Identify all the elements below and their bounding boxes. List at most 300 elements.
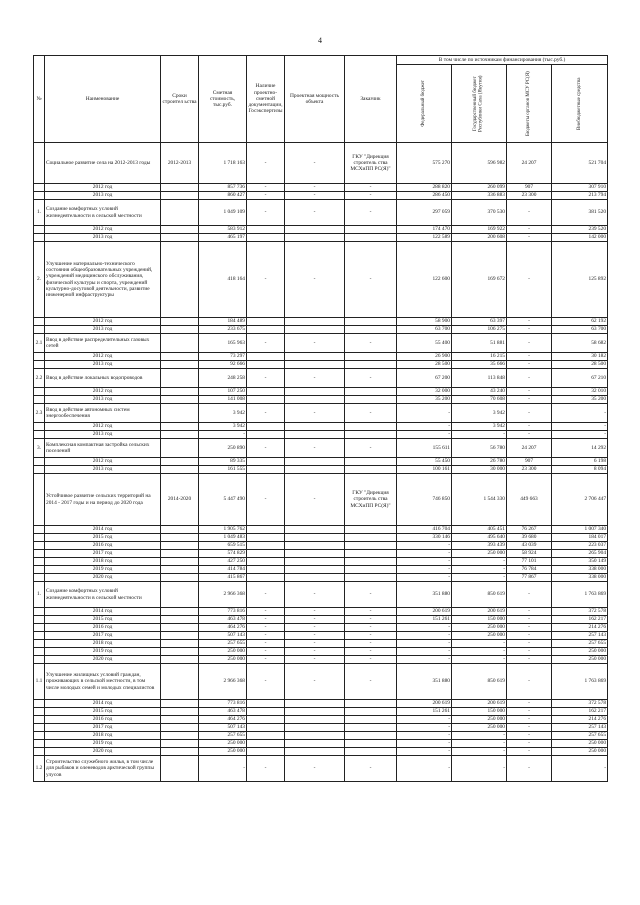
row-docs (247, 566, 285, 574)
row-extra: 239 520 (552, 226, 608, 234)
row-terms (161, 566, 199, 574)
row-terms (161, 724, 199, 732)
row-republic: 250 000 (452, 624, 507, 632)
row-terms (161, 369, 199, 388)
table-row (34, 624, 608, 632)
table-row (34, 192, 608, 200)
row-number (34, 608, 45, 616)
row-republic: 495 640 (452, 534, 507, 542)
table-row (34, 388, 608, 396)
row-cost: 92 666 (199, 361, 247, 369)
row-power (285, 550, 345, 558)
row-docs: - (247, 242, 285, 318)
row-number (34, 632, 45, 640)
table-row (34, 423, 608, 431)
row-local: 907 (507, 458, 552, 466)
row-docs: - (247, 640, 285, 648)
row-docs: - (247, 756, 285, 782)
row-power (285, 423, 345, 431)
row-power (285, 708, 345, 716)
row-cost: 5 447 490 (199, 474, 247, 526)
row-name: 2013 год (45, 234, 161, 242)
row-cost: 463 478 (199, 616, 247, 624)
row-customer: - (345, 184, 397, 192)
row-name: 2019 год (45, 648, 161, 656)
row-name: 2015 год (45, 534, 161, 542)
row-cost: 257 655 (199, 640, 247, 648)
row-customer (345, 234, 397, 242)
row-power (285, 732, 345, 740)
row-republic: 370 530 (452, 200, 507, 226)
row-name: Улучшение материально-технического состояния общеобразовательных учреждений, учреждений медицинского обслуживания, физической культуры и спорта, учреждений культурно-досуговой деятельности, развитие инженерной инфраструктуры (45, 242, 161, 318)
row-extra: 14 292 (552, 439, 608, 458)
row-terms (161, 326, 199, 334)
row-local: - (507, 334, 552, 353)
row-local: - (507, 423, 552, 431)
header-federal: Федеральный бюджет (397, 65, 452, 143)
row-cost: - (199, 431, 247, 439)
row-cost: 2 966 368 (199, 582, 247, 608)
row-customer: - (345, 200, 397, 226)
row-local: - (507, 756, 552, 782)
row-federal: 288 820 (397, 184, 452, 192)
row-power (285, 234, 345, 242)
row-number (34, 534, 45, 542)
row-customer: - (345, 334, 397, 353)
row-power (285, 534, 345, 542)
row-cost: 1 905 762 (199, 526, 247, 534)
row-local: - (507, 632, 552, 640)
row-federal: - (397, 558, 452, 566)
row-name: 2015 год (45, 616, 161, 624)
row-number: 1. (34, 200, 45, 226)
row-cost: 3 942 (199, 404, 247, 423)
row-federal: 67 200 (397, 369, 452, 388)
row-power (285, 458, 345, 466)
row-docs (247, 318, 285, 326)
row-extra: 62 192 (552, 318, 608, 326)
row-federal: 28 500 (397, 361, 452, 369)
row-power: - (285, 624, 345, 632)
row-power (285, 574, 345, 582)
row-name: 2014 год (45, 608, 161, 616)
row-republic: - (452, 756, 507, 782)
row-number (34, 558, 45, 566)
row-number (34, 748, 45, 756)
row-federal: 32 000 (397, 388, 452, 396)
row-federal: - (397, 431, 452, 439)
row-name: Строительство служебного жилья, в том числе для рыбаков и оленеводов арктической группы улусов (45, 756, 161, 782)
row-cost: 184 489 (199, 318, 247, 326)
row-power (285, 558, 345, 566)
row-terms (161, 353, 199, 361)
row-cost: 89 335 (199, 458, 247, 466)
row-terms (161, 388, 199, 396)
row-number (34, 192, 45, 200)
row-republic: 51 881 (452, 334, 507, 353)
financing-table (33, 55, 608, 782)
row-terms (161, 396, 199, 404)
row-docs: - (247, 200, 285, 226)
row-number (34, 624, 45, 632)
row-name: 2016 год (45, 716, 161, 724)
row-name: 2012 год (45, 423, 161, 431)
row-number (34, 640, 45, 648)
row-number (34, 648, 45, 656)
row-power: - (285, 369, 345, 388)
row-customer (345, 431, 397, 439)
table-row (34, 542, 608, 550)
row-cost: 860 427 (199, 192, 247, 200)
row-extra: - (552, 756, 608, 782)
row-republic: - (452, 740, 507, 748)
row-name: Комплексная компактная застройка сельских поселений (45, 439, 161, 458)
row-number: 2.1 (34, 334, 45, 353)
row-terms (161, 656, 199, 664)
row-terms (161, 732, 199, 740)
row-cost: 465 197 (199, 234, 247, 242)
row-republic: 250 000 (452, 550, 507, 558)
row-local: - (507, 624, 552, 632)
row-power (285, 542, 345, 550)
row-number: 1.2 (34, 756, 45, 782)
row-local: - (507, 361, 552, 369)
table-row (34, 458, 608, 466)
row-name: 2012 год (45, 458, 161, 466)
row-docs: - (247, 664, 285, 700)
table-row (34, 234, 608, 242)
row-republic: 169 922 (452, 226, 507, 234)
row-federal: 174 470 (397, 226, 452, 234)
row-name: 2013 год (45, 192, 161, 200)
row-number (34, 396, 45, 404)
row-number: 2.3 (34, 404, 45, 423)
table-row (34, 708, 608, 716)
row-number (34, 716, 45, 724)
row-docs: - (247, 334, 285, 353)
row-customer (345, 534, 397, 542)
row-extra: 58 682 (552, 334, 608, 353)
row-terms (161, 648, 199, 656)
row-local: - (507, 388, 552, 396)
row-republic: 26 780 (452, 458, 507, 466)
row-local: 76 784 (507, 566, 552, 574)
row-docs: - (247, 624, 285, 632)
row-power: - (285, 632, 345, 640)
row-customer: - (345, 624, 397, 632)
row-extra: 265 904 (552, 550, 608, 558)
row-number (34, 431, 45, 439)
row-terms (161, 608, 199, 616)
row-number (34, 708, 45, 716)
header-local: Бюджеты органов МСУ РС(Я) (507, 65, 552, 143)
row-republic: 1 544 330 (452, 474, 507, 526)
row-number (34, 724, 45, 732)
row-name: 2015 год (45, 708, 161, 716)
row-power: - (285, 192, 345, 200)
row-docs: - (247, 632, 285, 640)
page-number: 4 (318, 36, 322, 45)
row-customer (345, 542, 397, 550)
row-customer: - (345, 242, 397, 318)
row-republic: 106 275 (452, 326, 507, 334)
row-customer: ГКУ "Дирекция строитель ства МСХиПП РС(Я)" (345, 143, 397, 184)
row-extra: 1 763 869 (552, 664, 608, 700)
row-republic: 200 619 (452, 608, 507, 616)
row-power: - (285, 439, 345, 458)
row-extra: 372 578 (552, 608, 608, 616)
row-terms (161, 756, 199, 782)
row-cost: 250 890 (199, 439, 247, 458)
row-customer: - (345, 640, 397, 648)
row-cost: 250 000 (199, 748, 247, 756)
row-cost: 507 143 (199, 724, 247, 732)
row-cost: 1 718 163 (199, 143, 247, 184)
row-republic: - (452, 640, 507, 648)
table-row (34, 724, 608, 732)
row-terms (161, 334, 199, 353)
table-row (34, 353, 608, 361)
row-extra: 2 706 447 (552, 474, 608, 526)
table-row (34, 566, 608, 574)
row-terms (161, 550, 199, 558)
row-republic: 260 099 (452, 184, 507, 192)
row-power: - (285, 582, 345, 608)
row-republic: 850 619 (452, 664, 507, 700)
row-terms (161, 184, 199, 192)
row-number (34, 616, 45, 624)
row-customer (345, 353, 397, 361)
row-terms (161, 466, 199, 474)
row-docs: - (247, 616, 285, 624)
row-number (34, 574, 45, 582)
row-republic: 200 619 (452, 700, 507, 708)
row-local: 43 039 (507, 542, 552, 550)
row-extra: 223 037 (552, 542, 608, 550)
table-row (34, 616, 608, 624)
row-name: 2013 год (45, 326, 161, 334)
row-docs (247, 396, 285, 404)
row-terms (161, 458, 199, 466)
row-federal: 63 700 (397, 326, 452, 334)
row-terms (161, 574, 199, 582)
row-extra: - (552, 404, 608, 423)
table-row (34, 608, 608, 616)
row-republic: - (452, 748, 507, 756)
row-cost: 583 912 (199, 226, 247, 234)
row-docs (247, 466, 285, 474)
row-docs: - (247, 404, 285, 423)
table-row (34, 334, 608, 353)
row-republic: 63 397 (452, 318, 507, 326)
row-federal: - (397, 756, 452, 782)
row-federal: - (397, 716, 452, 724)
row-local: - (507, 326, 552, 334)
row-number: 1. (34, 582, 45, 608)
row-extra: 250 000 (552, 740, 608, 748)
table-row (34, 740, 608, 748)
row-federal: 351 880 (397, 582, 452, 608)
row-docs: - (247, 608, 285, 616)
row-republic: 70 608 (452, 396, 507, 404)
row-docs (247, 423, 285, 431)
table-row (34, 534, 608, 542)
row-local: 39 680 (507, 534, 552, 542)
row-federal: 55 450 (397, 458, 452, 466)
row-name: 2012 год (45, 353, 161, 361)
header-terms: Сроки строител ьства (161, 56, 199, 143)
row-number (34, 700, 45, 708)
row-cost: 248 258 (199, 369, 247, 388)
header-extra: Внебюджетные средства (552, 65, 608, 143)
row-name: 2012 год (45, 226, 161, 234)
row-federal: 151 261 (397, 708, 452, 716)
row-extra: 162 217 (552, 708, 608, 716)
row-docs: - (247, 369, 285, 388)
row-cost: 464 276 (199, 716, 247, 724)
row-republic: - (452, 732, 507, 740)
row-customer (345, 458, 397, 466)
row-extra: - (552, 423, 608, 431)
row-docs (247, 558, 285, 566)
row-power (285, 716, 345, 724)
row-republic: 596 982 (452, 143, 507, 184)
row-terms (161, 616, 199, 624)
row-name: Устойчивое развитие сельских территорий на 2014 - 2017 годы и на период до 2020 года (45, 474, 161, 526)
row-republic: - (452, 431, 507, 439)
row-cost: 857 736 (199, 184, 247, 192)
table-row (34, 648, 608, 656)
table-row (34, 640, 608, 648)
row-docs (247, 542, 285, 550)
row-extra: 257 143 (552, 632, 608, 640)
header-customer: Заказчик (345, 56, 397, 143)
row-terms (161, 431, 199, 439)
row-extra: 28 500 (552, 361, 608, 369)
row-name: 2017 год (45, 550, 161, 558)
row-customer: - (345, 656, 397, 664)
row-name: 2020 год (45, 574, 161, 582)
row-customer: - (345, 648, 397, 656)
row-republic: 43 240 (452, 388, 507, 396)
row-republic: 169 672 (452, 242, 507, 318)
row-local: - (507, 664, 552, 700)
row-number (34, 656, 45, 664)
table-row (34, 526, 608, 534)
header-cost: Сметная стоимость, тыс.руб. (199, 56, 247, 143)
row-local: - (507, 700, 552, 708)
row-extra: 250 000 (552, 648, 608, 656)
row-number (34, 458, 45, 466)
row-republic: 113 848 (452, 369, 507, 388)
row-local: 77 101 (507, 558, 552, 566)
row-republic: 850 619 (452, 582, 507, 608)
row-power (285, 431, 345, 439)
row-cost: 773 816 (199, 700, 247, 708)
row-terms (161, 664, 199, 700)
row-terms (161, 234, 199, 242)
row-customer: - (345, 616, 397, 624)
row-docs (247, 732, 285, 740)
row-customer (345, 526, 397, 534)
row-customer (345, 716, 397, 724)
row-federal: - (397, 624, 452, 632)
row-local: - (507, 640, 552, 648)
row-local: - (507, 431, 552, 439)
row-republic: 150 000 (452, 708, 507, 716)
row-federal: - (397, 740, 452, 748)
header-docs: Наличие проектно-сметной документации, Госэкспертизы (247, 56, 285, 143)
row-local: 76 267 (507, 526, 552, 534)
row-customer: - (345, 664, 397, 700)
table-row (34, 582, 608, 608)
row-extra: 257 655 (552, 640, 608, 648)
row-docs (247, 740, 285, 748)
row-name: 2018 год (45, 558, 161, 566)
row-local: - (507, 740, 552, 748)
row-customer (345, 318, 397, 326)
row-federal: 26 900 (397, 353, 452, 361)
row-terms (161, 192, 199, 200)
row-extra: 8 094 (552, 466, 608, 474)
row-extra: - (552, 431, 608, 439)
row-number (34, 566, 45, 574)
row-cost: 427 250 (199, 558, 247, 566)
row-local: - (507, 226, 552, 234)
row-name: 2020 год (45, 748, 161, 756)
row-cost: 1 049 109 (199, 200, 247, 226)
row-federal: - (397, 648, 452, 656)
row-federal: - (397, 404, 452, 423)
row-republic: 3 942 (452, 404, 507, 423)
row-number (34, 388, 45, 396)
row-name: 2019 год (45, 566, 161, 574)
row-docs: - (247, 192, 285, 200)
row-local: - (507, 608, 552, 616)
row-extra: 1 763 869 (552, 582, 608, 608)
table-row (34, 632, 608, 640)
row-power (285, 226, 345, 234)
row-number (34, 423, 45, 431)
row-docs (247, 724, 285, 732)
row-local: - (507, 724, 552, 732)
header-republic: Государственный бюджет Республики Саха (Якутия) (452, 65, 507, 143)
row-cost: 250 000 (199, 648, 247, 656)
row-power (285, 724, 345, 732)
header-no: № (34, 56, 45, 143)
row-cost: 773 816 (199, 608, 247, 616)
row-extra: 142 000 (552, 234, 608, 242)
table-row (34, 226, 608, 234)
row-terms (161, 558, 199, 566)
row-customer (345, 466, 397, 474)
row-federal: 122 589 (397, 234, 452, 242)
row-terms (161, 740, 199, 748)
row-local: - (507, 708, 552, 716)
row-docs (247, 326, 285, 334)
row-terms (161, 624, 199, 632)
row-extra: 214 276 (552, 624, 608, 632)
row-republic: 405 451 (452, 526, 507, 534)
row-customer (345, 566, 397, 574)
row-docs (247, 226, 285, 234)
row-republic: 393 439 (452, 542, 507, 550)
row-docs (247, 700, 285, 708)
row-name: 2013 год (45, 431, 161, 439)
row-local: 449 663 (507, 474, 552, 526)
row-local: - (507, 404, 552, 423)
table-row (34, 466, 608, 474)
